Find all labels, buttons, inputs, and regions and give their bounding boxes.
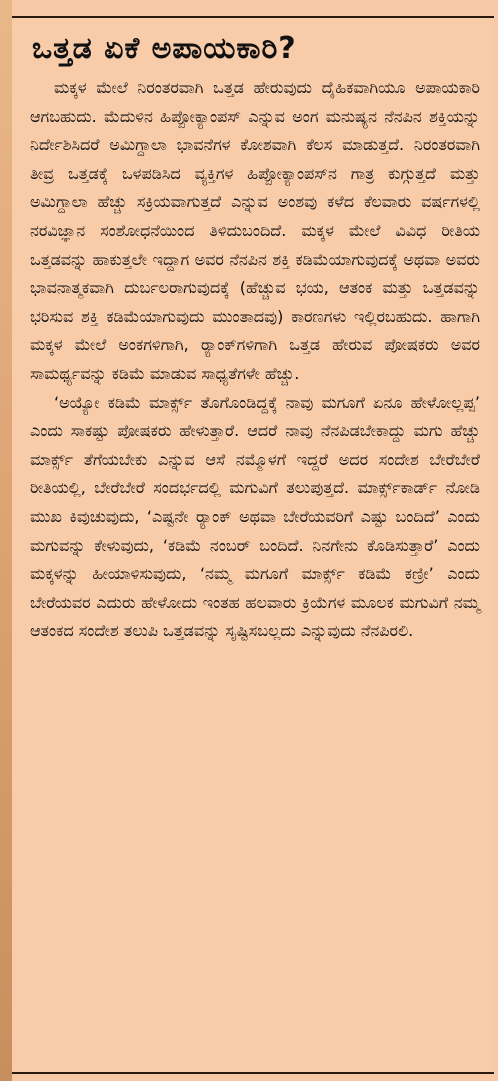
article-paragraph-2: ‘ಅಯ್ಯೋ ಕಡಿಮೆ ಮಾರ್ಕ್ಸ್ ತೊಗೊಂಡಿದ್ದಕ್ಕೆ ನಾವು ಮಗೂಗೆ ಏನೂ ಹೇಳೋಲ್ಲಪ್ಪ’ ಎಂದು ಸಾಕಷ್ಟು ಪೋಷಕರು ಹೇಳುತ್ತಾರೆ. ಆದರೆ ನಾವು ನೆನಪಿಡಬೇಕಾದ್ದು ಮಗು ಹೆಚ್ಚು ಮಾರ್ಕ್ಸ್ ತೆಗೆಯಬೇಕು ಎನ್ನುವ ಆಸೆ ನಮ್ಮೊಳಗೆ ಇದ್ದರೆ ಅದರ ಸಂದೇಶ ಬೇರೆಬೇರೆ ರೀತಿಯಲ್ಲಿ, ಬೇರೆಬೇರೆ ಸಂದರ್ಭದಲ್ಲಿ ಮಗುವಿಗೆ ತಲುಪುತ್ತದೆ. ಮಾರ್ಕ್ಸ್‌ಕಾರ್ಡ್ ನೋಡಿ ಮುಖ ಕಿವುಚುವುದು, ‘ಎಷ್ಟನೇ ರ‍್ಯಾಂಕ್ ಅಥವಾ ಬೇರೆಯವರಿಗೆ ಎಷ್ಟು ಬಂದಿದೆ’ ಎಂದು ಮಗುವನ್ನು ಕೇಳುವುದು, ‘ಕಡಿಮೆ ನಂಬರ್ ಬಂದಿದೆ. ನಿನಗೇನು ಕೊಡಿಸುತ್ತಾರೆ’ ಎಂದು ಮಕ್ಕಳನ್ನು ಹೀಯಾಳಿಸುವುದು, ‘ನಮ್ಮ ಮಗೂಗೆ ಮಾರ್ಕ್ಸ್ ಕಡಿಮೆ ಕಣ್ರೀ’ ಎಂದು ಬೇರೆಯವರ ಎದುರು ಹೇಳೋದು ಇಂತಹ ಹಲವಾರು ಕ್ರಿಯೆಗಳ ಮೂಲಕ ಮಗುವಿಗೆ ನಮ್ಮ ಆತಂಕದ ಸಂದೇಶ ತಲುಪಿ ಒತ್ತಡವನ್ನು ಸೃಷ್ಟಿಸಬಲ್ಲದು ಎನ್ನುವುದು ನೆನಪಿರಲಿ. [30,392,480,641]
article-paragraph-1: ಮಕ್ಕಳ ಮೇಲೆ ನಿರಂತರವಾಗಿ ಒತ್ತಡ ಹೇರುವುದು ದೈಹಿಕವಾಗಿಯೂ ಅಪಾಯಕಾರಿ ಆಗಬಹುದು. ಮೆದುಳಿನ ಹಿಪ್ಪೋಕ್ಯಾಂಪಸ್ ಎನ್ನುವ ಅಂಗ ಮನುಷ್ಯನ ನೆನಪಿನ ಶಕ್ತಿಯನ್ನು ನಿರ್ದೇಶಿಸಿದರೆ ಅಮಿಗ್ದಾಲಾ ಭಾವನೆಗಳ ಕೋಶವಾಗಿ ಕೆಲಸ ಮಾಡುತ್ತದೆ. ನಿರಂತರವಾಗಿ ತೀವ್ರ ಒತ್ತಡಕ್ಕೆ ಒಳಪಡಿಸಿದ ವ್ಯಕ್ತಿಗಳ ಹಿಪ್ಪೋಕ್ಯಾಂಪಸ್‌ನ ಗಾತ್ರ ಕುಗ್ಗುತ್ತದೆ ಮತ್ತು ಅಮಿಗ್ದಾಲಾ ಹೆಚ್ಚು ಸಕ್ರಿಯವಾಗುತ್ತದೆ ಎನ್ನುವ ಅಂಶವು ಕಳೆದ ಕೆಲವಾರು ವರ್ಷಗಳಲ್ಲಿ ನರವಿಜ್ಞಾನ ಸಂಶೋಧನೆಯಿಂದ ತಿಳಿದುಬಂದಿದೆ. ಮಕ್ಕಳ ಮೇಲೆ ವಿವಿಧ ರೀತಿಯ ಒತ್ತಡವನ್ನು ಹಾಕುತ್ತಲೇ ಇದ್ದಾಗ ಅವರ ನೆನಪಿನ ಶಕ್ತಿ ಕಡಿಮೆಯಾಗುವುದಕ್ಕೆ ಅಥವಾ ಅವರು ಭಾವನಾತ್ಮಕವಾಗಿ ದುರ್ಬಲರಾಗುವುದಕ್ಕೆ (ಹೆಚ್ಚುವ ಭಯ, ಆತಂಕ ಮತ್ತು ಒತ್ತಡವನ್ನು ಭರಿಸುವ ಶಕ್ತಿ ಕಡಿಮೆಯಾಗುವುದು ಮುಂತಾದವು) ಕಾರಣಗಳು ಇಲ್ಲಿರಬಹುದು. ಹಾಗಾಗಿ ಮಕ್ಕಳ ಮೇಲೆ ಅಂಕಗಳಿಗಾಗಿ, ರ‍್ಯಾಂಕ್‌ಗಳಿಗಾಗಿ ಒತ್ತಡ ಹೇರುವ ಪೋಷಕರು ಅವರ ಸಾಮರ್ಥ್ಯವನ್ನು ಕಡಿಮೆ ಮಾಡುವ ಸಾಧ್ಯತೆಗಳೇ ಹೆಚ್ಚು. [30,78,481,383]
article-body [30,74,480,646]
article-headline: ಒತ್ತಡ ಏಕೆ ಅಪಾಯಕಾರಿ? [32,31,297,66]
article-box [12,16,494,1074]
adjacent-page-edge [0,0,12,1081]
